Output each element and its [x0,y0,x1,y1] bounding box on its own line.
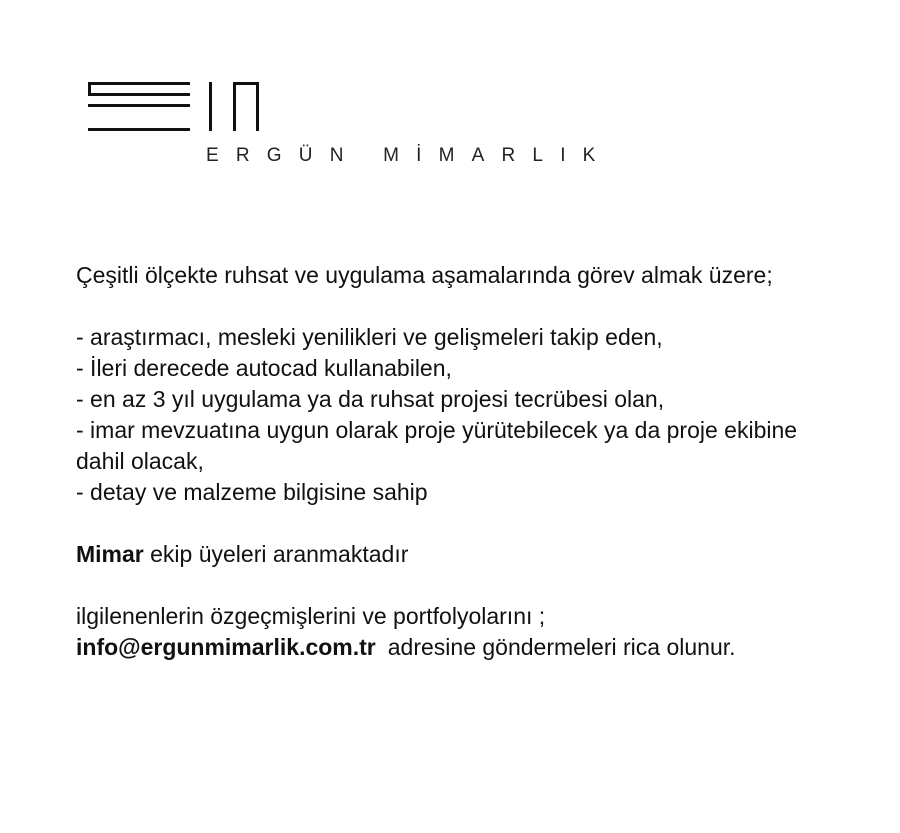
requirement-item: - detay ve malzeme bilgisine sahip [76,479,428,505]
company-logo [88,82,668,172]
position-description: ekip üyeleri aranmaktadır [143,541,409,567]
email-link[interactable]: info@ergunmimarlik.com.tr [76,634,376,660]
requirement-item: - imar mevzuatına uygun olarak proje yürütebilecek ya da proje ekibine dahil olacak, [76,417,798,474]
requirement-item: - İleri derecede autocad kullanabilen, [76,355,452,381]
position-title: Mimar [76,541,144,567]
brand-name: ERGÜN MİMARLIK [206,145,613,166]
requirement-item: - araştırmacı, mesleki yenilikleri ve gelişmeleri takip eden, [76,324,663,350]
intro-text: Çeşitli ölçekte ruhsat ve uygulama aşamalarında görev almak üzere; [76,262,773,288]
contact-intro: ilgilenenlerin özgeçmişlerini ve portfolyolarını ; [76,603,546,629]
contact-line [76,632,836,663]
job-posting [76,260,836,663]
contact-outro: adresine göndermeleri rica olunur. [387,634,736,660]
requirement-item: - en az 3 yıl uygulama ya da ruhsat projesi tecrübesi olan, [76,386,665,412]
position-line [76,539,836,570]
logo-mark-icon [88,82,268,134]
